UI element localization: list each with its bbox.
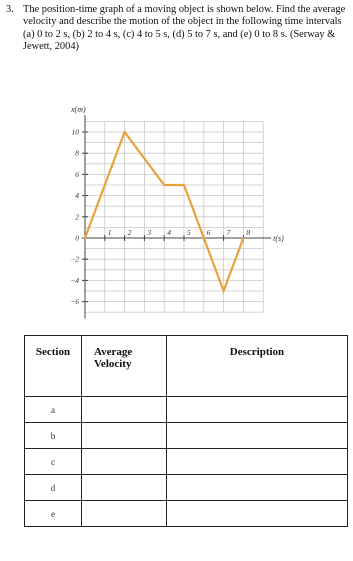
x-tick-label: 6 xyxy=(206,228,211,237)
row-section-label: b xyxy=(25,423,82,449)
y-tick-label: 0 xyxy=(75,233,79,243)
row-description-cell[interactable] xyxy=(167,449,348,475)
data-point xyxy=(163,184,165,186)
y-tick-label: −2 xyxy=(70,254,79,264)
y-axis-label: x(m) xyxy=(71,104,86,114)
y-tick-label: −6 xyxy=(70,297,79,307)
data-point xyxy=(124,131,126,133)
data-point xyxy=(243,237,245,239)
row-average-velocity-cell[interactable] xyxy=(82,449,167,475)
row-description-cell[interactable] xyxy=(167,423,348,449)
x-tick-label: 5 xyxy=(187,228,191,237)
answer-table xyxy=(24,335,348,527)
chart-labels xyxy=(70,105,284,306)
x-tick-label: 2 xyxy=(127,228,132,237)
table-row xyxy=(25,475,348,501)
row-average-velocity-cell[interactable] xyxy=(82,501,167,527)
header-section: Section xyxy=(25,336,82,397)
row-section-label: d xyxy=(25,475,82,501)
row-description-cell[interactable] xyxy=(167,501,348,527)
x-tick-label: 7 xyxy=(226,228,231,237)
data-point xyxy=(183,184,185,186)
x-tick-label: 4 xyxy=(167,228,171,237)
table-row xyxy=(25,501,348,527)
y-tick-label: 2 xyxy=(75,212,79,222)
header-average-velocity xyxy=(82,336,167,397)
row-section-label: e xyxy=(25,501,82,527)
x-axis-label: t(s) xyxy=(273,234,284,243)
x-tick-label: 8 xyxy=(246,228,251,237)
table-row xyxy=(25,423,348,449)
row-average-velocity-cell[interactable] xyxy=(82,397,167,423)
table-row xyxy=(25,449,348,475)
data-point xyxy=(223,290,225,292)
chart-svg xyxy=(62,88,284,313)
table-header-row xyxy=(25,336,348,397)
table-row xyxy=(25,397,348,423)
chart-grid xyxy=(85,121,263,312)
x-tick-label: 3 xyxy=(147,228,152,237)
y-tick-label: 8 xyxy=(75,148,79,158)
data-point xyxy=(84,237,86,239)
header-description: Description xyxy=(167,336,348,397)
row-average-velocity-cell[interactable] xyxy=(82,423,167,449)
header-average-velocity-text: Average Velocity xyxy=(94,346,133,370)
position-time-graph xyxy=(62,88,284,313)
row-description-cell[interactable] xyxy=(167,397,348,423)
row-section-label: c xyxy=(25,449,82,475)
problem-text: The position-time graph of a moving object is shown below. Find the average velocity and describe the motion of the object in the following time intervals (a) 0 to 2 s, (b) 2 to 4 s, (c) 4 to 5 s, (d) 5 to 7 s, and (e) 0 to 8 s. (Serway & Jewett, 2004) xyxy=(23,4,346,52)
row-average-velocity-cell[interactable] xyxy=(82,475,167,501)
y-tick-label: 10 xyxy=(71,127,79,137)
problem-number: 3. xyxy=(6,4,14,15)
x-tick-label: 1 xyxy=(107,228,112,237)
row-section-label: a xyxy=(25,397,82,423)
y-tick-label: −4 xyxy=(70,275,79,285)
y-tick-label: 4 xyxy=(75,191,79,201)
y-tick-label: 6 xyxy=(75,169,79,179)
row-description-cell[interactable] xyxy=(167,475,348,501)
